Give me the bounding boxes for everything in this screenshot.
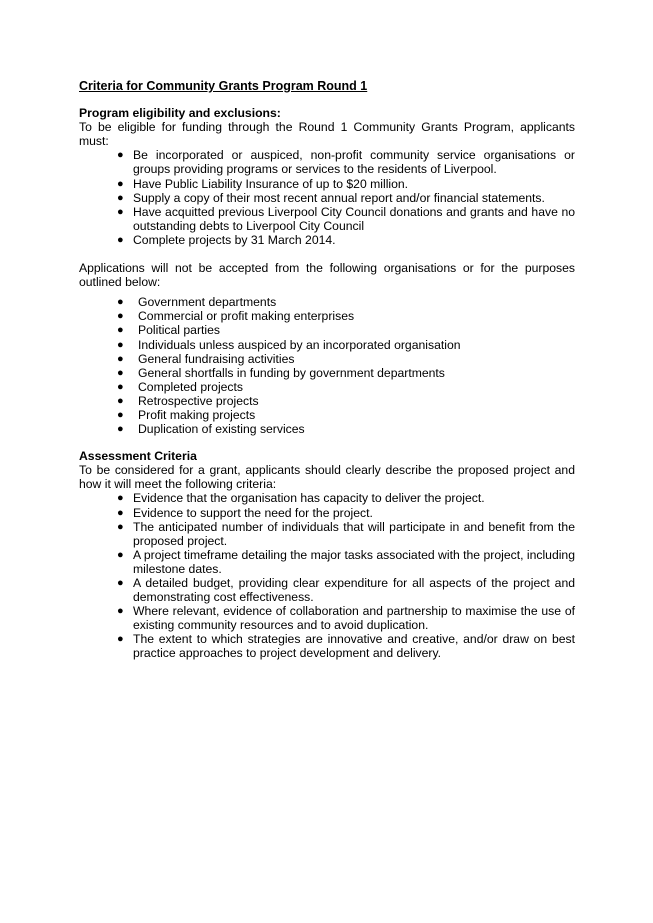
assessment-heading: Assessment Criteria <box>79 449 197 464</box>
exclusion-item-text: Profit making projects <box>138 407 256 422</box>
bullet-icon: ● <box>117 548 124 561</box>
document-title: Criteria for Community Grants Program Round 1 <box>79 79 368 93</box>
bullet-icon: ● <box>117 423 124 436</box>
assessment-item-text: A project timeframe detailing the major tasks associated with the project, including milestone dates. <box>133 547 575 576</box>
eligibility-item-text: Have acquitted previous Liverpool City Council donations and grants and have no outstanding debts to Liverpool City Council <box>133 204 575 233</box>
exclusions-intro: Applications will not be accepted from the following organisations or for the purposes outlined below: <box>79 261 575 290</box>
exclusion-item-text: Political parties <box>138 323 220 338</box>
exclusion-item <box>117 351 575 366</box>
exclusion-item <box>117 337 575 352</box>
bullet-icon: ● <box>117 233 124 246</box>
bullet-icon: ● <box>117 408 124 421</box>
assessment-item-text: Evidence that the organisation has capacity to deliver the project. <box>133 491 485 506</box>
bullet-icon: ● <box>117 338 124 351</box>
assessment-item <box>117 491 575 506</box>
bullet-icon: ● <box>117 492 124 505</box>
assessment-item-text: The extent to which strategies are innovative and creative, and/or draw on best practice approaches to project development and delivery. <box>133 632 575 661</box>
assessment-item <box>117 547 575 576</box>
exclusion-item <box>117 422 575 437</box>
assessment-list <box>79 491 575 660</box>
eligibility-item <box>117 190 575 205</box>
eligibility-heading: Program eligibility and exclusions: <box>79 106 281 121</box>
exclusion-item-text: General shortfalls in funding by government departments <box>138 365 445 380</box>
eligibility-list <box>79 148 575 247</box>
bullet-icon: ● <box>117 366 124 379</box>
exclusion-item-text: Retrospective projects <box>138 393 259 408</box>
bullet-icon: ● <box>117 352 124 365</box>
bullet-icon: ● <box>117 577 124 589</box>
assessment-item-text: Where relevant, evidence of collaboration and partnership to maximise the use of existing community resources and to avoid duplication. <box>133 604 575 633</box>
exclusions-list <box>79 295 575 436</box>
exclusion-item <box>117 407 575 422</box>
eligibility-item-text: Be incorporated or auspiced, non-profit community service organisations or groups providing programs or services to the residents of Liverpool. <box>133 148 575 177</box>
eligibility-item <box>117 204 575 233</box>
assessment-item-text: The anticipated number of individuals that will participate in and benefit from the proposed project. <box>133 519 575 548</box>
assessment-item <box>117 604 575 633</box>
assessment-item <box>117 505 575 520</box>
eligibility-intro: To be eligible for funding through the Round 1 Community Grants Program, applicants must: <box>79 120 575 149</box>
bullet-icon: ● <box>117 149 124 162</box>
assessment-item <box>117 632 575 661</box>
bullet-icon: ● <box>117 633 124 646</box>
bullet-icon: ● <box>117 520 124 533</box>
exclusion-item-text: Completed projects <box>138 379 243 394</box>
bullet-icon: ● <box>117 296 124 309</box>
assessment-item <box>117 519 575 548</box>
document-page <box>79 79 575 661</box>
eligibility-item <box>117 232 575 247</box>
bullet-icon: ● <box>117 310 124 323</box>
exclusion-item-text: Duplication of existing services <box>138 422 305 437</box>
eligibility-item-text: Supply a copy of their most recent annual report and/or financial statements. <box>133 190 545 205</box>
bullet-icon: ● <box>117 324 124 337</box>
exclusion-item <box>117 379 575 394</box>
exclusion-item-text: Commercial or profit making enterprises <box>138 309 355 324</box>
exclusion-item <box>117 295 575 310</box>
exclusion-item-text: Individuals unless auspiced by an incorporated organisation <box>138 337 461 352</box>
bullet-icon: ● <box>117 394 124 407</box>
bullet-icon: ● <box>117 605 124 618</box>
eligibility-item-text: Complete projects by 31 March 2014. <box>133 232 336 247</box>
assessment-item <box>117 576 575 605</box>
bullet-icon: ● <box>117 191 124 204</box>
exclusion-item <box>117 323 575 338</box>
exclusion-item <box>117 393 575 408</box>
eligibility-item <box>117 148 575 177</box>
bullet-icon: ● <box>117 380 124 393</box>
eligibility-item-text: Have Public Liability Insurance of up to $20 million. <box>133 176 409 191</box>
assessment-intro: To be considered for a grant, applicants should clearly describe the proposed project and how it will meet the following criteria: <box>79 463 575 492</box>
assessment-item-text: Evidence to support the need for the project. <box>133 505 373 520</box>
exclusion-item <box>117 365 575 380</box>
bullet-icon: ● <box>117 205 124 218</box>
assessment-item-text: A detailed budget, providing clear expenditure for all aspects of the project and demonstrating cost effectiveness. <box>133 576 575 605</box>
exclusion-item-text: General fundraising activities <box>138 351 295 366</box>
bullet-icon: ● <box>117 506 124 519</box>
exclusion-item <box>117 309 575 324</box>
eligibility-item <box>117 176 575 191</box>
bullet-icon: ● <box>117 177 124 190</box>
exclusion-item-text: Government departments <box>138 295 277 310</box>
